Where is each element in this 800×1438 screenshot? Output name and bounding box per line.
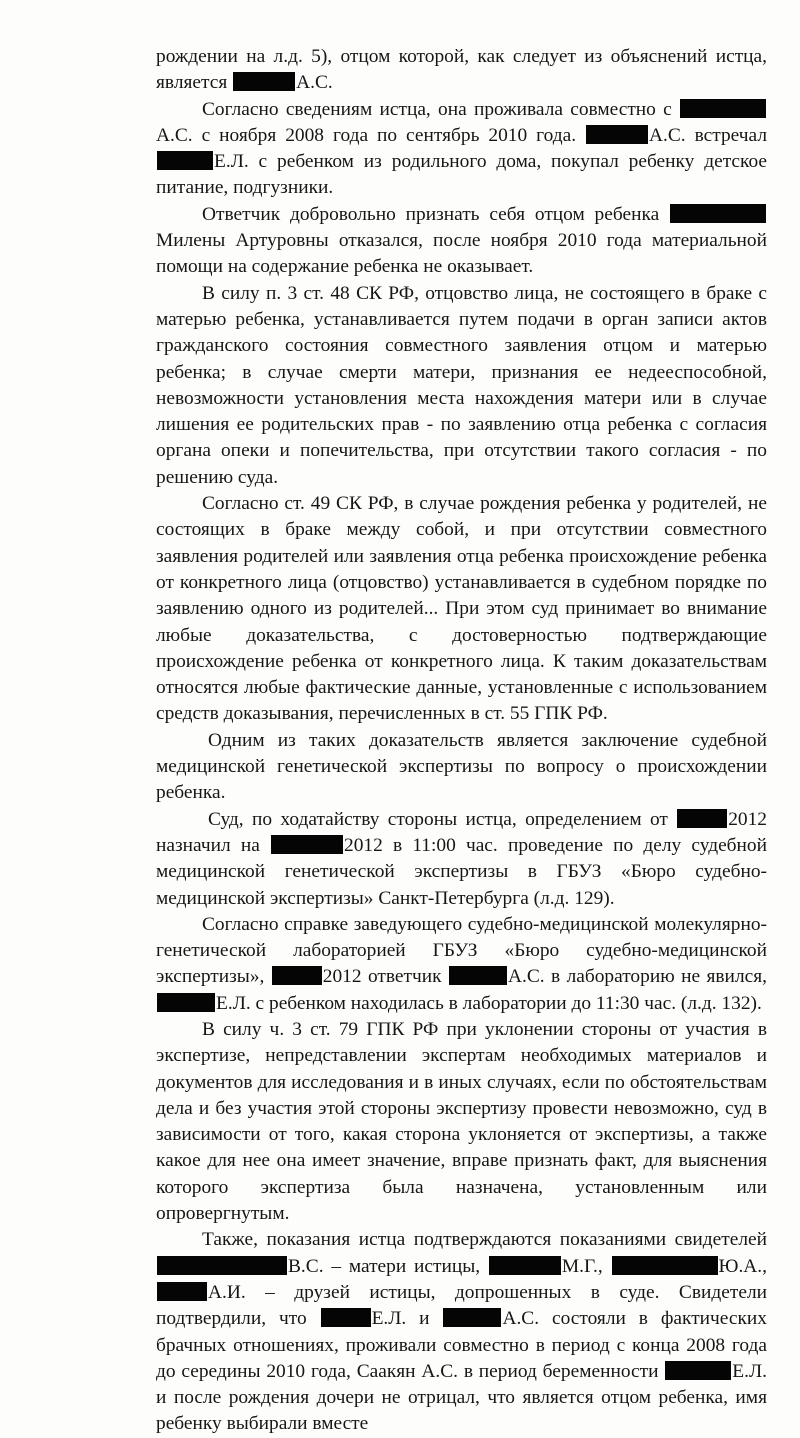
text-segment: Суд, по ходатайству стороны истца, определением от — [208, 808, 677, 830]
text-segment: А.С. встречал — [649, 124, 767, 146]
paragraph-10 — [156, 1227, 767, 1437]
redaction-bar — [586, 125, 648, 144]
text-segment: 2012 назначил на — [156, 808, 767, 856]
text-segment: Е.Л. с ребенком из родильного дома, покупал ребенку детское питание, подгузники. — [156, 151, 767, 199]
redaction-bar — [612, 1256, 718, 1275]
text-segment: В силу п. 3 ст. 48 СК РФ, отцовство лица, не состоящего в браке с матерью ребенка, устанавливается путем подачи в орган записи актов гражданского состояния совместного заявления отцом и матерью ребенка; в случае смерти матери, признания ее недееспособной, невозможности установления места нахождения матери или в случае лишения ее родительских прав - по заявлению отца ребенка с согласия органа опеки и попечительства, при отсутствии такого согласия - по решению суда. — [156, 282, 767, 488]
text-segment: Согласно сведениям истца, она проживала совместно с — [202, 98, 679, 120]
redaction-bar — [670, 204, 766, 223]
redaction-bar — [157, 1282, 207, 1301]
paragraph-4 — [156, 281, 767, 491]
text-segment: Одним из таких доказательств является заключение судебной медицинской генетической экспертизы по вопросу о происхождении ребенка. — [156, 729, 767, 804]
paragraph-9 — [156, 1017, 767, 1227]
redaction-bar — [233, 72, 295, 91]
text-segment: Также, показания истца подтверждаются показаниями свидетелей — [202, 1229, 767, 1251]
redaction-bar — [443, 1308, 501, 1327]
paragraph-1 — [156, 44, 767, 97]
redaction-bar — [680, 99, 766, 118]
paragraph-2 — [156, 97, 767, 202]
paragraph-8 — [156, 912, 767, 1017]
redaction-bar — [665, 1361, 731, 1380]
text-segment: Е.Л. и после рождения дочери не отрицал, что является отцом ребенка, имя ребенку выбирали вместе — [156, 1360, 767, 1435]
redaction-bar — [449, 966, 507, 985]
paragraph-6 — [156, 728, 767, 807]
redaction-bar — [489, 1256, 561, 1275]
text-segment: Милены Артуровны отказался, после ноября 2010 года материальной помощи на содержание ребенка не оказывает. — [156, 230, 767, 278]
redaction-bar — [157, 1256, 287, 1275]
text-segment: А.С. в лабораторию не явился, — [507, 966, 767, 988]
text-segment: Согласно справке заведующего судебно-медицинской молекулярно-генетической лабораторией ГБУЗ «Бюро судебно-медицинской экспертизы», — [156, 913, 767, 988]
text-segment: 2012 в 11:00 час. проведение по делу судебной медицинской генетической экспертизы в ГБУЗ «Бюро судебно-медицинской экспертизы» Санкт-Петербурга (л.д. 129). — [156, 834, 768, 909]
text-segment: А.С. с ноября 2008 года по сентябрь 2010 года. — [156, 124, 586, 146]
text-segment: рождении на л.д. 5), отцом которой, как следует из объяснений истца, является — [156, 46, 767, 94]
text-segment: 2012 ответчик — [322, 966, 448, 988]
text-segment: М.Г., — [561, 1255, 611, 1277]
text-segment: Е.Л. и — [371, 1308, 443, 1330]
redaction-bar — [157, 151, 213, 170]
text-segment: В.С. – матери истицы, — [288, 1255, 488, 1277]
text-segment: А.И. – друзей истицы, допрошенных в суде. Свидетели подтвердили, что — [156, 1281, 767, 1330]
text-segment: Ю.А., — [718, 1255, 767, 1277]
paragraph-5 — [156, 491, 767, 728]
redaction-bar — [157, 993, 215, 1012]
redaction-bar — [272, 966, 322, 985]
paragraph-3 — [156, 202, 767, 281]
redaction-bar — [677, 809, 727, 828]
text-segment: В силу ч. 3 ст. 79 ГПК РФ при уклонении стороны от участия в экспертизе, непредставлении экспертам необходимых материалов и документов для исследования и в иных случаях, если по обстоятельствам дела и без участия этой стороны экспертизу провести невозможно, суд в зависимости от того, какая сторона уклоняется от экспертизы, а также какое для нее она имеет значение, вправе признать факт, для выяснения которого экспертиза была назначена, установленным или опровергнутым. — [156, 1018, 767, 1225]
text-segment: А.С. — [296, 72, 333, 94]
redaction-bar — [321, 1308, 371, 1327]
text-segment: Согласно ст. 49 СК РФ, в случае рождения ребенка у родителей, не состоящих в браке между собой, и при отсутствии совместного заявления родителей или заявления отца ребенка происхождение ребенка от конкретного лица (отцовство) устанавливается в судебном порядке по заявлению одного из родителей... При этом суд принимает во внимание любые доказательства, с достоверностью подтверждающие происхождение ребенка от конкретного лица. К таким доказательствам относятся любые фактические данные, установленные с использованием средств доказывания, перечисленных в ст. 55 ГПК РФ. — [156, 493, 767, 725]
paragraph-7 — [156, 807, 767, 912]
text-segment: Е.Л. с ребенком находилась в лаборатории до 11:30 час. (л.д. 132). — [216, 992, 762, 1014]
text-segment: А.С. состояли в фактических брачных отношениях, проживали совместно в период с конца 2008 года до середины 2010 года, Саакян А.С. в период беременности — [156, 1308, 767, 1382]
redaction-bar — [271, 835, 343, 854]
text-segment: Ответчик добровольно признать себя отцом ребенка — [202, 203, 669, 225]
